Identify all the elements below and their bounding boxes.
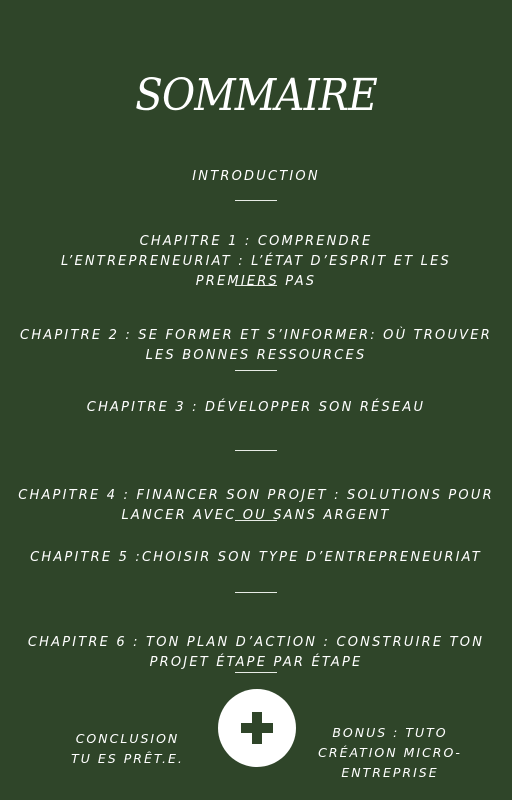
toc-bonus[interactable] xyxy=(310,703,470,783)
toc-item-label: CHAPITRE 1 : COMPRENDRE L’ENTREPRENEURIAT : L’ÉTAT D’ESPRIT ET LES PREMIERS PAS xyxy=(61,234,451,289)
toc-chapitre-5[interactable] xyxy=(0,548,512,568)
divider xyxy=(235,672,277,673)
toc-item-label: CHAPITRE 3 : DÉVELOPPER SON RÉSEAU xyxy=(86,400,426,415)
divider xyxy=(235,370,277,371)
toc-chapitre-3[interactable] xyxy=(0,398,512,418)
divider xyxy=(235,285,277,286)
toc-item-label: BONUS : TUTO CRÉATION MICRO- ENTREPRISE xyxy=(318,725,462,780)
divider xyxy=(235,450,277,451)
plus-icon xyxy=(218,689,296,767)
toc-item-label: CHAPITRE 2 : SE FORMER ET S’INFORMER: OÙ TROUVER LES BONNES RESSOURCES xyxy=(20,328,492,363)
toc-chapitre-6[interactable] xyxy=(0,613,512,673)
toc-introduction[interactable] xyxy=(0,167,512,187)
toc-chapitre-2[interactable] xyxy=(0,306,512,366)
divider xyxy=(235,592,277,593)
toc-chapitre-4[interactable] xyxy=(0,466,512,526)
toc-conclusion[interactable] xyxy=(55,709,200,769)
toc-item-label: INTRODUCTION xyxy=(192,169,320,184)
toc-item-label: CHAPITRE 5 :CHOISIR SON TYPE D’ENTREPRENEURIAT xyxy=(30,550,482,565)
page-title: SOMMAIRE xyxy=(135,70,377,121)
toc-chapitre-1[interactable] xyxy=(0,212,512,292)
divider xyxy=(235,200,277,201)
add-button[interactable] xyxy=(218,689,296,767)
toc-item-label: CHAPITRE 4 : FINANCER SON PROJET : SOLUTIONS POUR LANCER AVEC OU SANS ARGENT xyxy=(18,488,494,523)
toc-item-label: CHAPITRE 6 : TON PLAN D’ACTION : CONSTRUIRE TON PROJET ÉTAPE PAR ÉTAPE xyxy=(27,635,485,670)
toc-item-label: CONCLUSION TU ES PRÊT.E. xyxy=(71,731,184,766)
divider xyxy=(235,520,277,521)
